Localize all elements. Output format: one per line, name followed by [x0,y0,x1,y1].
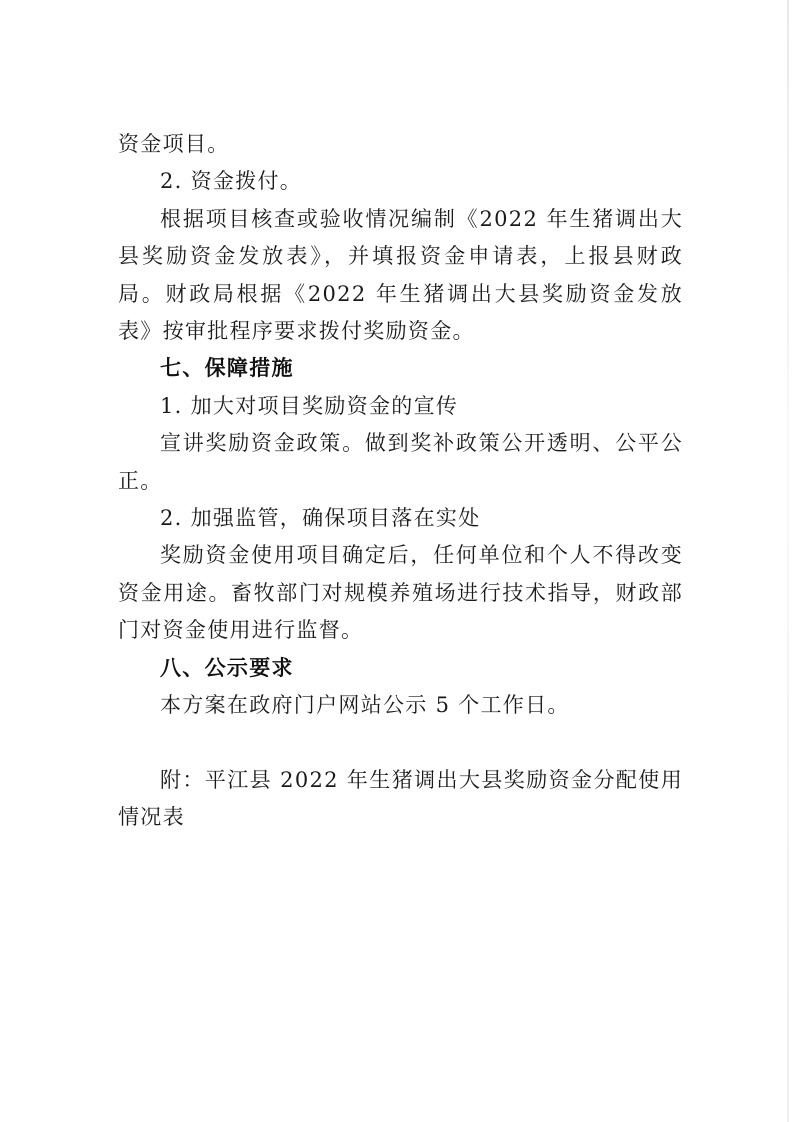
section-heading-publication: 八、公示要求 [160,655,294,680]
paragraph-supervision: 奖励资金使用项目确定后，任何单位和个人不得改变资金用途。畜牧部门对规模养殖场进行技术指导，财政部门对资金使用进行监督。 [118,543,683,643]
subheading-supervision: 2. 加强监管，确保项目落在实处 [160,506,481,531]
blank-line [118,725,683,762]
paragraph-publication: 本方案在政府门户网站公示 5 个工作日。 [160,693,570,718]
scan-edge-shadow [787,0,789,1122]
attachment-note: 附：平江县 2022 年生猪调出大县奖励资金分配使用情况表 [118,767,683,830]
subheading-publicity: 1. 加大对项目奖励资金的宣传 [160,393,459,418]
paragraph-publicity: 宣讲奖励资金政策。做到奖补政策公开透明、公平公正。 [118,431,683,493]
section-heading-safeguards: 七、保障措施 [160,356,294,381]
paragraph-disbursement-procedure: 根据项目核查或验收情况编制《2022 年生猪调出大县奖励资金发放表》，并填报资金申请表，上报县财政局。财政局根据《2022 年生猪调出大县奖励资金发放表》按审批程序要求拨付奖励资金。 [118,206,683,344]
subheading-fund-disbursement: 2. 资金拨付。 [160,169,303,194]
paragraph-continuation: 资金项目。 [118,132,230,156]
document-body [118,126,683,837]
